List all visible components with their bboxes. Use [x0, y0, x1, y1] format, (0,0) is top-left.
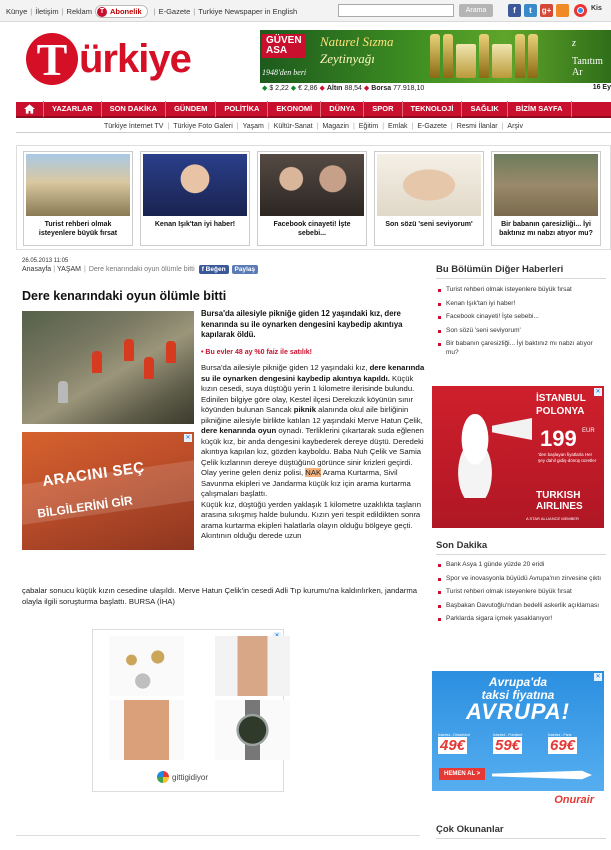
down-arrow-icon: ◆ [319, 85, 325, 92]
top-banner-ad[interactable] [260, 30, 611, 83]
ad-price: 199 [540, 426, 577, 451]
list-item[interactable]: Bir babanın çaresizliği... İyi baktınız mı nabzı atıyor mu? [438, 340, 606, 357]
son-dakika-list [438, 561, 606, 629]
ad-fares [438, 733, 598, 754]
fare-item: İstanbul - Düsseldorf 49€ [438, 733, 471, 754]
divider [436, 838, 606, 839]
search-input[interactable] [338, 4, 454, 17]
list-item[interactable]: Son sözü 'seni seviyorum' [438, 327, 606, 336]
list-item[interactable]: Turist rehberi olmak isteyenlere büyük fırsat [438, 286, 606, 295]
nav-item-dunya[interactable]: DÜNYA [321, 101, 364, 117]
turkish-airlines-ad[interactable] [432, 386, 604, 528]
car-ad[interactable] [22, 432, 194, 550]
ad-product-image[interactable] [215, 636, 290, 696]
thumb-caption: Turist rehberi olmak isteyenlere büyük fırsat [38, 221, 118, 237]
list-item[interactable]: Spor ve inovasyonla büyüdü Avrupa'nın zirvesine çıktı [438, 575, 606, 584]
gittigidiyor-ad[interactable] [92, 629, 284, 792]
list-item[interactable]: Turist rehberi olmak isteyenlere büyük fırsat [438, 588, 606, 597]
googleplus-icon[interactable]: g+ [541, 6, 552, 15]
like-label: Beğen [205, 266, 226, 273]
article-body: Bursa'da ailesiyle pikniğe giden 12 yaşındaki kız, dere kenarında su ile oynarken dengesini kaybedip akıntıya kapıldı. Küçük kızın cesedi, suya düştüğü yerin 1 kilometre ilerisinde bulundu. Edinilen bilgiye göre olay, Kestel ilçesi Derekızık köyünün sınır köyünden bulunan Sancak piknik alanında okul aile birliğinin pikniğine ailesiyle birlikte katılan 12 yaşındaki Merve Hatun Çelik, dere kenarında oyun oynadı. Terliklerini çıkartarak suda eğlenen küçük kız, bir anda dengesini kaybederek dereye düştü. Deredeki akıntıya kapılan kız, gözden kayboldu. Baba Nuh Çelik ve Samia Çelik kızlarının dereye düştüğünü görünce sinir krizleri geçirdi. Olay yerine gelen deniz polisi, NAK Arama Kurtarma, Sivil Savunma ekipleri ve Jandarma küçük kız için arama kurtarma çalışmaları başlattı. Küçük kız, düştüğü yerden yaklaşık 1 kilometre uzaklıkta taşların arasına sıkışmış halde bulundu. Kızın yeri tespit edildikten sonra arama kurtarma ekipleri halatlarla olayın olduğu bölgeye geçti. Akıntının olduğu derede uzun [201, 363, 425, 540]
ad-since: 1948'den beri [262, 68, 307, 77]
list-item[interactable]: Başbakan Davutoğlu'ndan bedelli askerlik açıklaması [438, 602, 606, 611]
subnav-item[interactable]: Resmi İlanlar [456, 122, 498, 130]
top-link-kunye[interactable]: Künye [6, 7, 28, 16]
thumb-image [26, 154, 130, 216]
hemen-al-button[interactable]: HEMEN AL > [439, 768, 485, 780]
logo-text: ürkiye [79, 36, 191, 81]
thumb-caption: Facebook cinayeti! İşte sebebi... [273, 221, 351, 237]
nav-item-son-dakika[interactable]: SON DAKİKA [102, 101, 167, 117]
list-item[interactable]: Kenan Işık'tan iyi haber! [438, 300, 606, 309]
abonelik-label: Abonelik [109, 7, 142, 16]
ad-bottles [430, 34, 538, 78]
divider [436, 278, 606, 279]
subnav-item[interactable]: Yaşam [242, 122, 264, 130]
twitter-icon[interactable]: t [524, 4, 537, 17]
rss-icon[interactable] [556, 4, 569, 17]
thumb-item[interactable] [257, 151, 367, 246]
thumb-item[interactable] [140, 151, 250, 246]
nav-item-bizim-sayfa[interactable]: BİZİM SAYFA [508, 101, 572, 117]
facebook-icon: f [201, 266, 206, 273]
nav-item-saglik[interactable]: SAĞLIK [462, 101, 507, 117]
divider [436, 554, 606, 555]
subnav-item[interactable]: Türkiye İnternet TV [104, 122, 164, 130]
subnav-item[interactable]: Magazin [322, 122, 349, 130]
ad-city1: İSTANBUL [536, 393, 586, 404]
top-bar [0, 0, 611, 22]
breadcrumb-current: Dere kenarındaki oyun ölümle bitti [88, 266, 195, 273]
nav-item-ekonomi[interactable]: EKONOMİ [268, 101, 321, 117]
ad-currency: EUR [582, 428, 595, 434]
facebook-icon[interactable]: f [508, 4, 521, 17]
list-item[interactable]: Parklarda sigara içmek yasaklanıyor! [438, 615, 606, 624]
ad-note: 'den başlayan fiyatlarla Her şey dahil gidiş-dönüş ücretler [538, 452, 597, 463]
subnav-item[interactable]: Emlak [388, 122, 408, 130]
thumb-image [260, 154, 364, 216]
ticker-usd: $ 2,22 [269, 85, 289, 92]
ad-right2: Tanıtım Ar [572, 56, 603, 78]
ticker-date: 16 Ey [592, 84, 611, 91]
ad-choices-icon[interactable]: ✕ [595, 674, 601, 680]
market-ticker [262, 84, 611, 94]
ad-product-image[interactable] [109, 636, 184, 696]
nav-item-politika[interactable]: POLİTİKA [216, 101, 268, 117]
airplane-icon [492, 768, 592, 782]
top-link-egazete[interactable]: E-Gazete [158, 7, 191, 16]
gittigidiyor-logo: gittigidiyor [157, 771, 208, 783]
article-body-continued: çabalar sonucu küçük kızın cesedine ulaşıldı. Merve Hatun Çelik'in cesedi Adli Tıp kurumu'na kaldırılırken, jandarma olayla ilgili soruşturma başlattı. BURSA (İHA) [22, 586, 418, 606]
top-link-english[interactable]: Turkiye Newspaper in English [198, 7, 298, 16]
main-nav [16, 102, 611, 118]
ticker-altin: 88,54 [344, 85, 362, 92]
list-item[interactable]: Facebook cinayeti! İşte sebebi... [438, 313, 606, 322]
thumb-item[interactable] [23, 151, 133, 246]
facebook-like-button[interactable] [199, 265, 229, 274]
fare-item: İstanbul - Paris 69€ [548, 733, 576, 754]
search-button[interactable]: Arama [459, 4, 493, 17]
ad-line1: Avrupa'da [488, 675, 548, 689]
chrome-icon[interactable] [574, 4, 587, 17]
article-date: 26.05.2013 11:05 [22, 258, 69, 264]
kis-label: Kis [591, 5, 602, 12]
down-arrow-icon: ◆ [363, 85, 370, 92]
ad-line2: taksi fiyatına [481, 688, 555, 702]
up-arrow-icon: ◆ [290, 85, 297, 92]
thumb-image [143, 154, 247, 216]
thumb-caption: Kenan Işık'tan iyi haber! [154, 221, 236, 228]
list-item[interactable]: Bank Asya 1 günde yüzde 20 eridi [438, 561, 606, 570]
ad-brand: TURKISH AIRLINES [536, 490, 583, 512]
ad-city2: POLONYA [536, 406, 585, 417]
related-news-list [438, 286, 606, 362]
onurair-ad[interactable] [432, 671, 604, 811]
thumb-image [377, 154, 481, 216]
ticker-eur: € 2,86 [298, 85, 318, 92]
article-image [22, 311, 194, 424]
ad-line2: Zeytinyağı [320, 51, 375, 66]
ad-right1: z [572, 38, 576, 49]
abonelik-button[interactable] [95, 5, 148, 18]
article-lead: Bursa'da ailesiyle pikniğe giden 12 yaşındaki kız, dere kenarında su ile oynarken dengesini kaybedip akıntıya kapılarak öldü. [201, 309, 403, 339]
car-ad-line2: BİLGİLERİNİ GİR [36, 493, 134, 521]
subnav-item[interactable]: Arşiv [507, 122, 523, 130]
divider [16, 835, 420, 836]
thumb-image [494, 154, 598, 216]
ticker-borsa: 77.918,10 [393, 85, 425, 92]
breadcrumb-section[interactable]: YAŞAM [57, 266, 82, 273]
nav-item-spor[interactable]: SPOR [364, 101, 402, 117]
logo-t-icon: T [97, 7, 107, 17]
top-links: Künye | İletişim | Reklam T Abonelik | E-Gazete | Turkiye Newspaper in English [6, 7, 298, 16]
nav-item-gundem[interactable]: GÜNDEM [166, 101, 216, 117]
top-link-reklam[interactable]: Reklam [66, 7, 92, 16]
subnav-item[interactable]: Kültür-Sanat [273, 122, 313, 130]
ad-line3: AVRUPA! [466, 699, 570, 724]
promo-link[interactable]: • Bu evler 48 ay %0 faiz ile satılık! [201, 349, 313, 356]
headline-thumbnails [16, 145, 611, 250]
star-icon [157, 771, 169, 783]
logo-initial: T [26, 33, 78, 85]
breadcrumb: Anasayfa | YAŞAM | Dere kenarındaki oyun ölümle bitti f Beğen Paylaş [22, 265, 258, 274]
car-ad-line1: ARACINI SEÇ [41, 458, 146, 491]
cok-okunanlar-title: Çok Okunanlar [436, 824, 504, 835]
nav-item-teknoloji[interactable]: TEKNOLOJİ [403, 101, 463, 117]
ad-product-image[interactable] [215, 700, 290, 760]
ad-choices-icon[interactable]: ✕ [185, 435, 191, 441]
breadcrumb-home[interactable]: Anasayfa [22, 266, 52, 273]
up-arrow-icon: ◆ [262, 85, 268, 92]
subnav-item[interactable]: Eğitim [358, 122, 379, 130]
ad-brand: GÜVEN ASA [262, 34, 306, 58]
ticker-altin-label: Altın [326, 85, 343, 92]
home-icon [24, 104, 35, 114]
ad-product-image[interactable] [109, 700, 184, 760]
home-button[interactable] [16, 101, 44, 117]
ad-line1: Naturel Sızma [320, 34, 394, 49]
share-button[interactable]: Paylaş [232, 265, 259, 274]
subnav-item[interactable]: Türkiye Foto Galeri [173, 122, 233, 130]
thumb-caption: Bir babanın çaresizliği... İyi baktınız mı nabzı atıyor mu? [499, 221, 593, 237]
top-link-iletisim[interactable]: İletişim [35, 7, 59, 16]
subnav-item[interactable]: E-Gazete [417, 122, 447, 130]
related-news-title: Bu Bölümün Diğer Haberleri [436, 264, 564, 275]
article-title: Dere kenarındaki oyun ölümle bitti [22, 289, 227, 303]
site-logo[interactable] [26, 32, 191, 86]
fare-item: İstanbul - Frankfurt 59€ [493, 733, 523, 754]
thumb-item[interactable] [374, 151, 484, 246]
ad-small: A STAR ALLIANCE MEMBER [526, 516, 579, 521]
thumb-caption: Son sözü 'seni seviyorum' [385, 221, 473, 228]
thumb-item[interactable] [491, 151, 601, 246]
ticker-borsa-label: Borsa [371, 85, 392, 92]
ad-choices-icon[interactable]: ✕ [595, 389, 601, 395]
son-dakika-title: Son Dakika [436, 540, 488, 551]
onurair-logo: Onurair [554, 794, 594, 806]
nav-item-yazarlar[interactable]: YAZARLAR [44, 101, 102, 117]
sub-nav: Türkiye İnternet TV | Türkiye Foto Galeri | Yaşam | Kültür-Sanat | Magazin | Eğitim | Emlak | E-Gazete | Resmi İlanlar | Arşiv [16, 120, 611, 133]
